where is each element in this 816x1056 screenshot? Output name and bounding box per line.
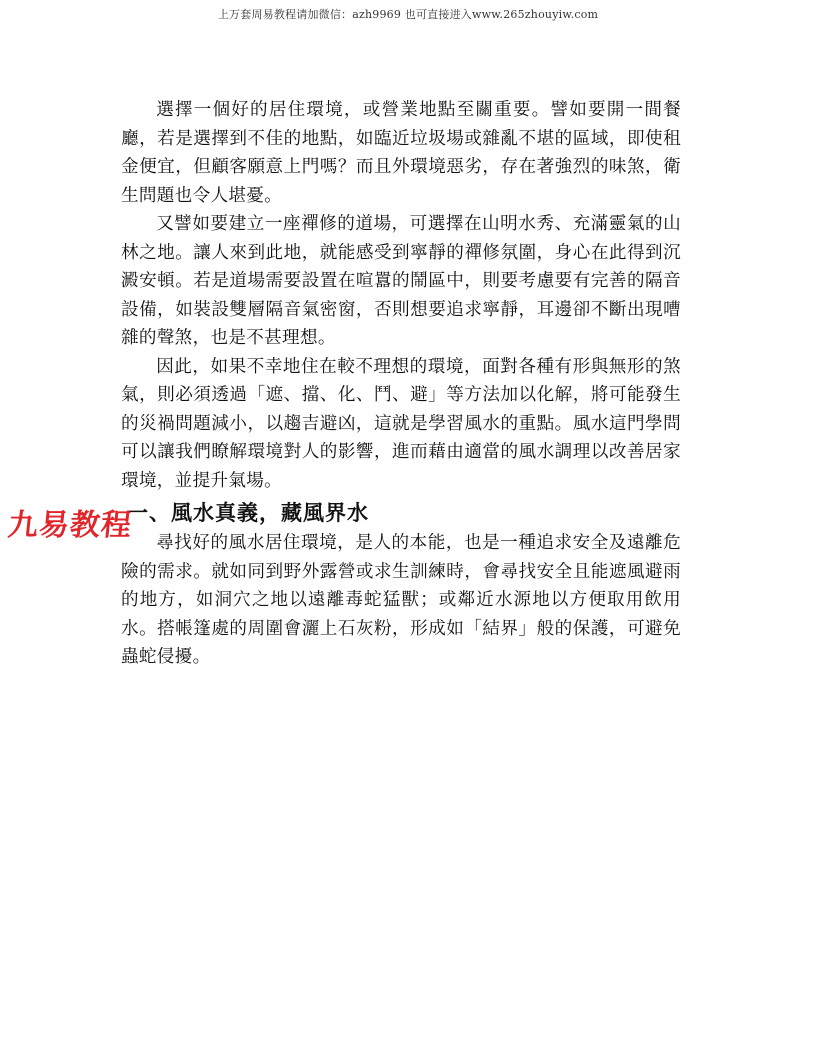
section-heading: 一、風水真義，藏風界水 (127, 500, 369, 525)
watermark-logo: 九易教程 (6, 508, 134, 543)
paragraph-1: 選擇一個好的居住環境，或營業地點至關重要。譬如要開一間餐廳，若是選擇到不佳的地點，如臨近垃圾場或雜亂不堪的區域，即使租金便宜，但顧客願意上門嗎？而且外環境惡劣，存在著強烈的味煞，衛生問題也令人堪憂。 (121, 100, 681, 206)
page-header: 上万套周易教程请加微信：azh9969 也可直接进入www.265zhouyiw.com (217, 8, 599, 21)
section-paragraph: 尋找好的風水居住環境，是人的本能，也是一種追求安全及遠離危險的需求。就如同到野外露營或求生訓練時，會尋找安全且能遮風避雨的地方，如洞穴之地以遠離毒蛇猛獸；或鄰近水源地以方便取用飲用水。搭帳篷處的周圍會灑上石灰粉，形成如「結界」般的保護，可避免蟲蛇侵擾。 (121, 533, 681, 667)
paragraph-2: 又譬如要建立一座禪修的道場，可選擇在山明水秀、充滿靈氣的山林之地。讓人來到此地，就能感受到寧靜的禪修氛圍，身心在此得到沉澱安頓。若是道場需要設置在喧囂的鬧區中，則要考慮要有完善的隔音設備，如裝設雙層隔音氣密窗，否則想要追求寧靜，耳邊卻不斷出現嘈雜的聲煞，也是不甚理想。 (121, 214, 681, 348)
document-body (121, 96, 681, 672)
paragraph-3: 因此，如果不幸地住在較不理想的環境，面對各種有形與無形的煞氣，則必須透過「遮、擋、化、鬥、避」等方法加以化解，將可能發生的災禍問題減小，以趨吉避凶，這就是學習風水的重點。風水這門學問可以讓我們瞭解環境對人的影響，進而藉由適當的風水調理以改善居家環境，並提升氣場。 (121, 356, 681, 491)
